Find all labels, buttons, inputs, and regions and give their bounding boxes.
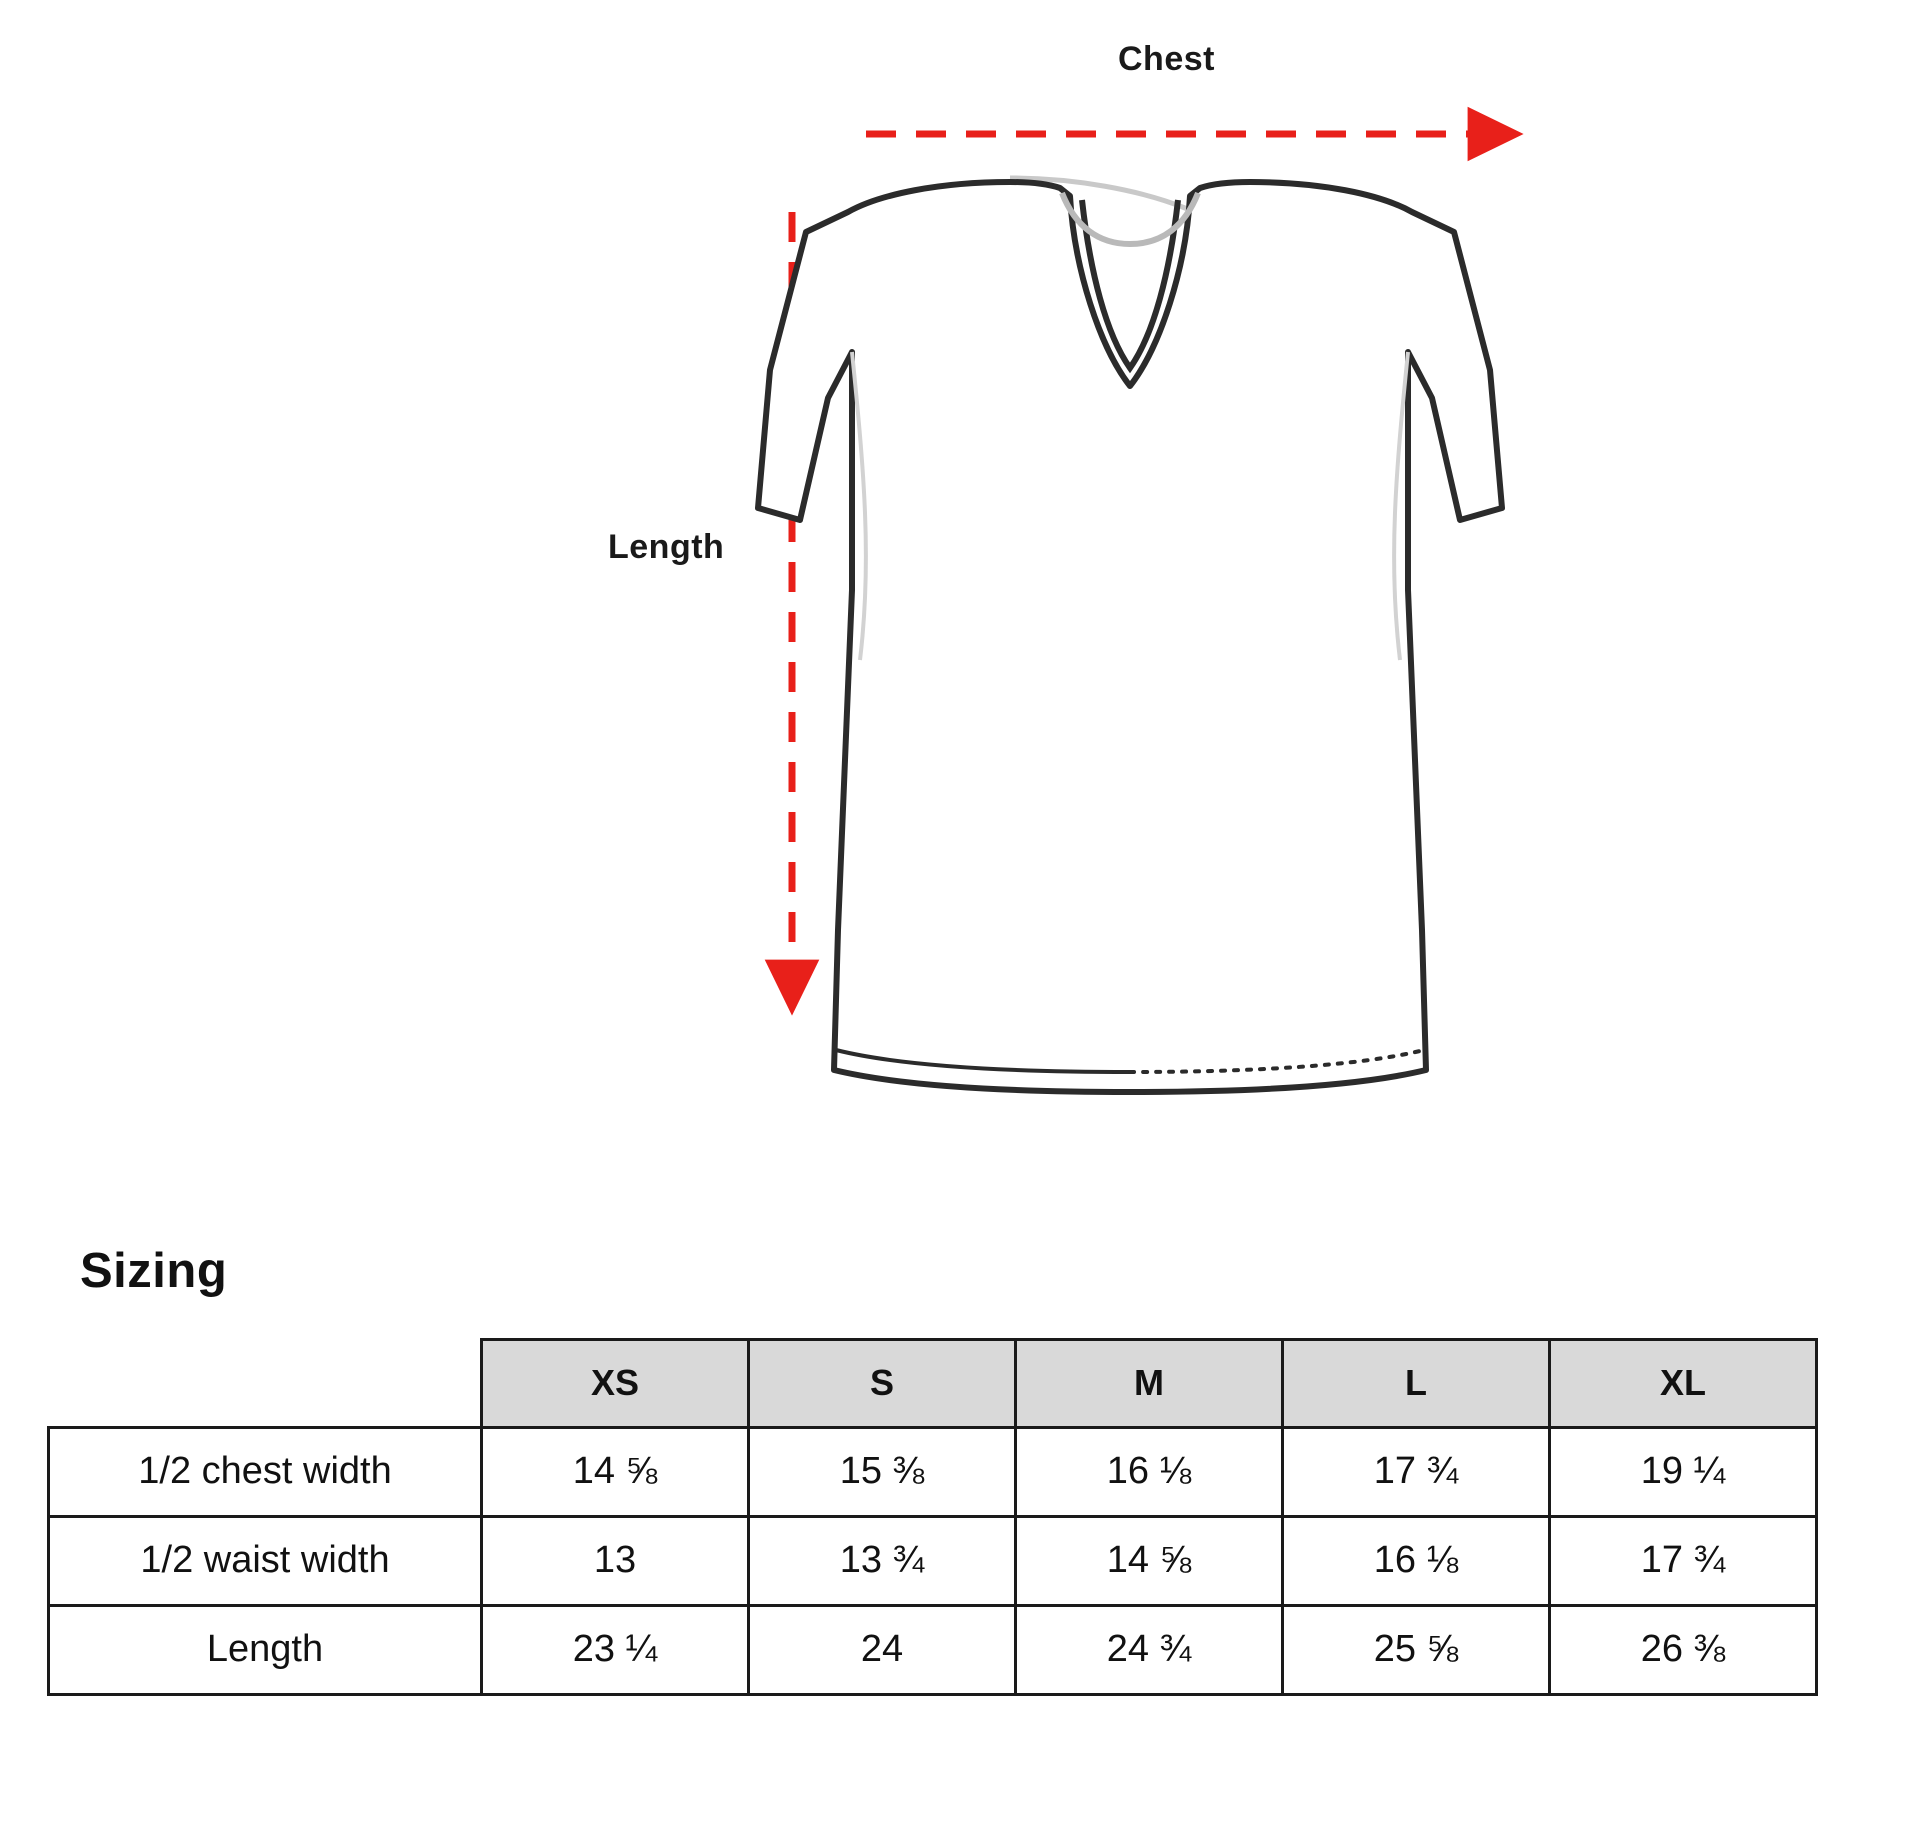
cell-length-l: 25 ⅝ <box>1283 1605 1550 1694</box>
cell-chest-xs: 14 ⅝ <box>482 1427 749 1516</box>
tank-top-body <box>758 178 1502 1092</box>
column-header-xl: XL <box>1550 1340 1817 1428</box>
cell-length-m: 24 ¾ <box>1016 1605 1283 1694</box>
table-corner-cell <box>49 1340 482 1428</box>
cell-waist-m: 14 ⅝ <box>1016 1516 1283 1605</box>
length-dimension-label: Length <box>608 528 725 566</box>
cell-length-s: 24 <box>749 1605 1016 1694</box>
cell-length-xs: 23 ¼ <box>482 1605 749 1694</box>
cell-chest-xl: 19 ¼ <box>1550 1427 1817 1516</box>
chest-dimension-label: Chest <box>1118 40 1215 78</box>
row-header-chest-width: 1/2 chest width <box>49 1427 482 1516</box>
size-table-container <box>47 1338 1818 1696</box>
table-header-row <box>49 1340 1817 1428</box>
size-chart-table <box>47 1338 1818 1696</box>
column-header-xs: XS <box>482 1340 749 1428</box>
row-header-waist-width: 1/2 waist width <box>49 1516 482 1605</box>
column-header-l: L <box>1283 1340 1550 1428</box>
cell-chest-l: 17 ¾ <box>1283 1427 1550 1516</box>
column-header-s: S <box>749 1340 1016 1428</box>
table-row <box>49 1427 1817 1516</box>
sizing-heading: Sizing <box>80 1244 228 1298</box>
cell-waist-xl: 17 ¾ <box>1550 1516 1817 1605</box>
cell-waist-s: 13 ¾ <box>749 1516 1016 1605</box>
cell-length-xl: 26 ⅜ <box>1550 1605 1817 1694</box>
table-row <box>49 1605 1817 1694</box>
column-header-m: M <box>1016 1340 1283 1428</box>
cell-chest-s: 15 ⅜ <box>749 1427 1016 1516</box>
row-header-length: Length <box>49 1605 482 1694</box>
cell-chest-m: 16 ⅛ <box>1016 1427 1283 1516</box>
cell-waist-l: 16 ⅛ <box>1283 1516 1550 1605</box>
cell-waist-xs: 13 <box>482 1516 749 1605</box>
table-row <box>49 1516 1817 1605</box>
